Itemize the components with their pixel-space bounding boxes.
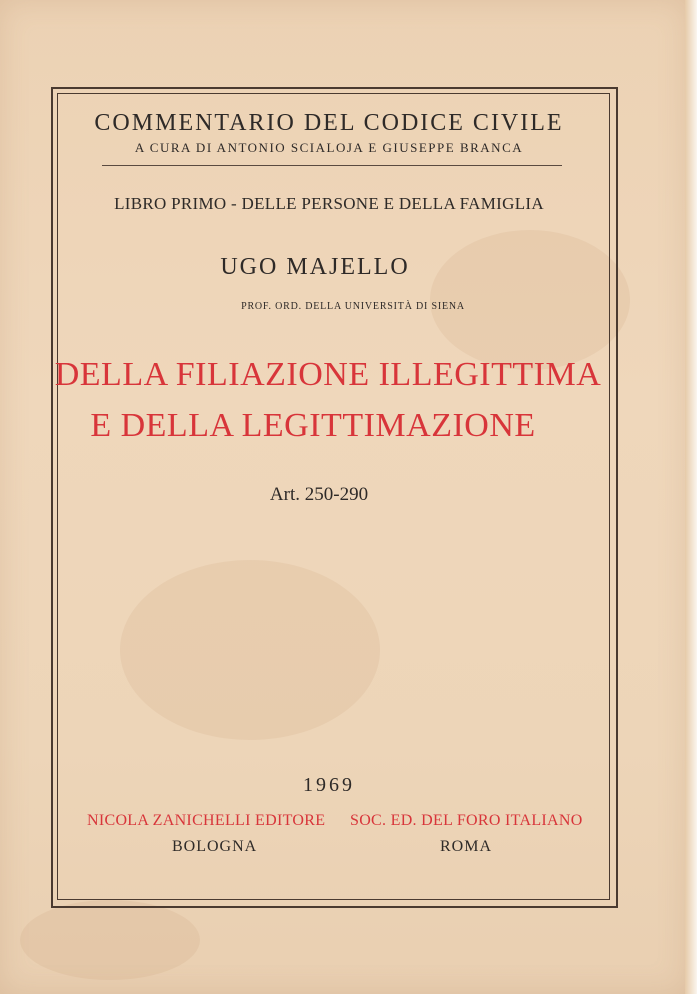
main-title-line-2: E DELLA LEGITTIMAZIONE xyxy=(90,407,536,444)
publisher-right: SOC. ED. DEL FORO ITALIANO xyxy=(350,812,583,829)
publication-year: 1969 xyxy=(303,774,355,796)
city-left: BOLOGNA xyxy=(172,838,258,855)
title-divider xyxy=(102,165,562,166)
publisher-left: NICOLA ZANICHELLI EDITORE xyxy=(87,812,326,829)
main-title-line-1: DELLA FILIAZIONE ILLEGITTIMA xyxy=(54,356,602,393)
author-role: PROF. ORD. DELLA UNIVERSITÀ DI SIENA xyxy=(241,301,465,312)
articles-range: Art. 250-290 xyxy=(269,484,369,505)
city-right: ROMA xyxy=(440,838,493,855)
page-edge xyxy=(685,0,697,994)
book-part: LIBRO PRIMO - DELLE PERSONE E DELLA FAMIGLIA xyxy=(114,194,544,213)
author-name: UGO MAJELLO xyxy=(220,254,410,280)
series-title: COMMENTARIO DEL CODICE CIVILE xyxy=(94,110,564,136)
series-editors: A CURA DI ANTONIO SCIALOJA E GIUSEPPE BRANCA xyxy=(134,140,524,155)
paper-stain xyxy=(20,900,200,980)
